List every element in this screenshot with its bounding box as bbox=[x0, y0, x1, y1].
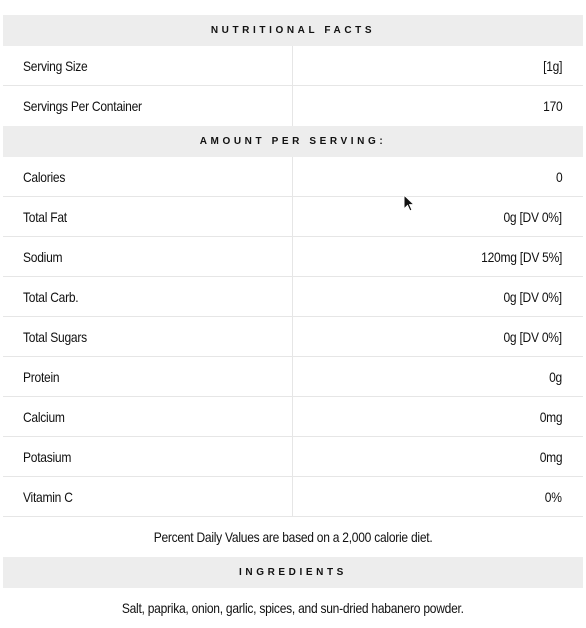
row-value: 0g [DV 0%] bbox=[503, 328, 562, 345]
nutrition-facts-panel bbox=[3, 15, 583, 628]
arrow-pointer-icon bbox=[403, 194, 415, 212]
table-row-total-carb bbox=[3, 277, 583, 317]
row-label: Total Fat bbox=[3, 197, 293, 236]
row-label: Vitamin C bbox=[3, 477, 293, 516]
row-value: 120mg [DV 5%] bbox=[481, 248, 562, 265]
table-row-calcium bbox=[3, 397, 583, 437]
row-label: Potasium bbox=[3, 437, 293, 476]
row-value: 0mg bbox=[539, 448, 562, 465]
amount-per-serving-header: AMOUNT PER SERVING: bbox=[3, 126, 583, 157]
table-row-potasium bbox=[3, 437, 583, 477]
row-value: 0g [DV 0%] bbox=[503, 288, 562, 305]
nutritional-facts-header: NUTRITIONAL FACTS bbox=[3, 15, 583, 46]
row-label: Sodium bbox=[3, 237, 293, 276]
table-row-calories bbox=[3, 157, 583, 197]
row-value: 0g [DV 0%] bbox=[503, 208, 562, 225]
row-label: Servings Per Container bbox=[3, 86, 293, 126]
row-value: 0mg bbox=[539, 408, 562, 425]
row-value: 0g bbox=[549, 368, 562, 385]
row-label: Total Sugars bbox=[3, 317, 293, 356]
row-value: 0% bbox=[545, 488, 562, 505]
table-row-total-sugars bbox=[3, 317, 583, 357]
table-row-sodium bbox=[3, 237, 583, 277]
table-row-total-fat bbox=[3, 197, 583, 237]
row-value: 170 bbox=[542, 98, 562, 114]
ingredients-header: INGREDIENTS bbox=[3, 557, 583, 588]
daily-value-note: Percent Daily Values are based on a 2,000 calorie diet. bbox=[153, 529, 433, 545]
row-label: Protein bbox=[3, 357, 293, 396]
row-label: Calories bbox=[3, 157, 293, 196]
table-row-serving-size bbox=[3, 46, 583, 86]
row-label: Calcium bbox=[3, 397, 293, 436]
row-label: Total Carb. bbox=[3, 277, 293, 316]
row-value: [1g] bbox=[542, 57, 562, 74]
row-value: 0 bbox=[555, 168, 562, 185]
table-row-vitamin-c bbox=[3, 477, 583, 517]
ingredients-text: Salt, paprika, onion, garlic, spices, and sun-dried habanero powder. bbox=[122, 600, 464, 616]
table-row-protein bbox=[3, 357, 583, 397]
table-row-servings-per-container bbox=[3, 86, 583, 126]
row-label: Serving Size bbox=[3, 46, 293, 85]
